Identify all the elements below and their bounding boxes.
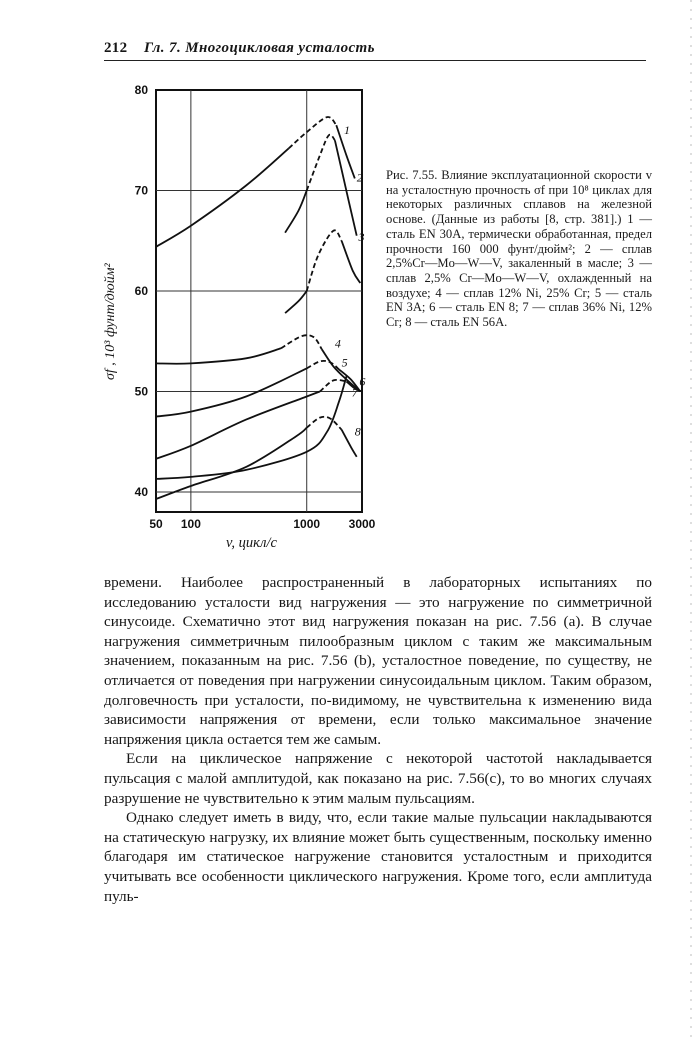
chart-grid bbox=[156, 90, 362, 512]
curve-label: 5 bbox=[341, 355, 348, 370]
curve-label: 2 bbox=[356, 170, 363, 185]
y-tick-label: 80 bbox=[134, 83, 148, 97]
figure-caption bbox=[386, 168, 652, 330]
paragraph-2: Если на циклическое напряжение с некоторой частотой накладывается пульсация с малой амплитудой, как показано на рис. 7.56(c), то во многих случаях разрушение не чувствительно к этим малым пульсациям. bbox=[104, 750, 652, 807]
curve-tail-segment bbox=[342, 241, 361, 283]
chapter-title: Гл. 7. Многоцикловая усталость bbox=[144, 40, 375, 56]
curve-solid-segment bbox=[156, 348, 281, 363]
y-tick-label: 40 bbox=[134, 485, 148, 499]
caption-text: Влияние эксплуатационной скорости v на усталостную прочность σf при 10⁸ циклах для некоторых различных сплавов на железной основе. (Данные из работы [8, стр. 381].) 1 — сталь EN 30A, термически обработанная, предел прочности 160 000 фунт/дюйм²; 2 — сплав 2,5%Cr—Mo—W—V, закаленный в масле; 3 — сплав 2,5% Cr—Mo—W—V, охлажденный на воздухе; 4 — сплав 12% Ni, 25% Cr; 5 — сталь EN 3A; 6 — сталь EN 8; 7 — сплав 36% Ni, 12% Cr; 8 — сталь EN 56A. bbox=[386, 168, 652, 330]
curve-5 bbox=[156, 361, 360, 417]
curve-2 bbox=[285, 135, 357, 236]
curve-dashed-segment bbox=[307, 417, 342, 430]
chart-curves bbox=[156, 117, 362, 499]
chart-tick-labels bbox=[135, 83, 376, 531]
curve-1 bbox=[156, 117, 355, 247]
y-axis-label: σf , 10³ фунт/дюйм² bbox=[103, 263, 118, 380]
curve-solid-segment bbox=[285, 191, 307, 233]
curve-3 bbox=[285, 230, 360, 313]
x-tick-label: 50 bbox=[149, 517, 163, 531]
x-tick-label: 1000 bbox=[293, 517, 321, 531]
curve-solid-segment bbox=[285, 291, 307, 313]
x-tick-label: 3000 bbox=[348, 517, 376, 531]
paragraph-1: времени. Наиболее распространенный в лабораторных испытаниях по исследованию усталости вид нагружения — это нагружение по симметричной синусоиде. Схематично этот вид нагружения показан на рис. 7.56 (a). В случае нагружения симметричным пилообразным циклом с таким же максимальным значением, показанным на рис. 7.56 (b), усталостное поведение, по существу, не отличается от поведения при нагружении синусоидальным циклом. Таким образом, долговечность при усталости, по-видимому, не чувствительна к изменению вида зависимости напряжения от времени, если только максимальное значение напряжения цикла остается тем же самым. bbox=[104, 574, 652, 748]
curve-solid-segment bbox=[156, 392, 320, 459]
curve-solid-segment bbox=[156, 148, 289, 247]
y-tick-label: 50 bbox=[134, 384, 148, 399]
curve-label: 3 bbox=[358, 229, 365, 244]
curve-label: 6 bbox=[359, 374, 366, 389]
page-number: 212 bbox=[104, 40, 128, 56]
paragraph-3: Однако следует иметь в виду, что, если такие малые пульсации накладываются на статическую нагрузку, их влияние может быть существенным, поскольку именно благодаря им статическое нагружение становится усталостным и приходится учитывать все особенности циклического нагружения. Кроме того, если амплитуда пуль- bbox=[104, 809, 652, 905]
y-tick-label: 70 bbox=[134, 183, 148, 198]
body-text bbox=[104, 573, 652, 906]
curve-label: 8 bbox=[354, 424, 361, 439]
curve-solid-segment bbox=[156, 368, 307, 416]
x-tick-label: 100 bbox=[180, 517, 201, 531]
curve-dashed-segment bbox=[281, 335, 322, 349]
curve-label: 7 bbox=[351, 385, 358, 400]
caption-label: Рис. 7.55. bbox=[386, 168, 438, 182]
y-tick-label: 60 bbox=[134, 284, 148, 298]
scan-edge-artifact bbox=[690, 0, 692, 1037]
curve-label: 1 bbox=[344, 123, 351, 138]
plot-frame bbox=[156, 90, 362, 512]
curve-8 bbox=[156, 417, 357, 499]
x-axis-label: v, цикл/с bbox=[226, 535, 277, 551]
curve-dashed-segment bbox=[289, 117, 337, 148]
curve-dashed-segment bbox=[307, 135, 335, 191]
curve-dashed-segment bbox=[307, 230, 342, 291]
curve-label: 4 bbox=[334, 336, 341, 351]
curve-solid-segment bbox=[156, 428, 307, 499]
